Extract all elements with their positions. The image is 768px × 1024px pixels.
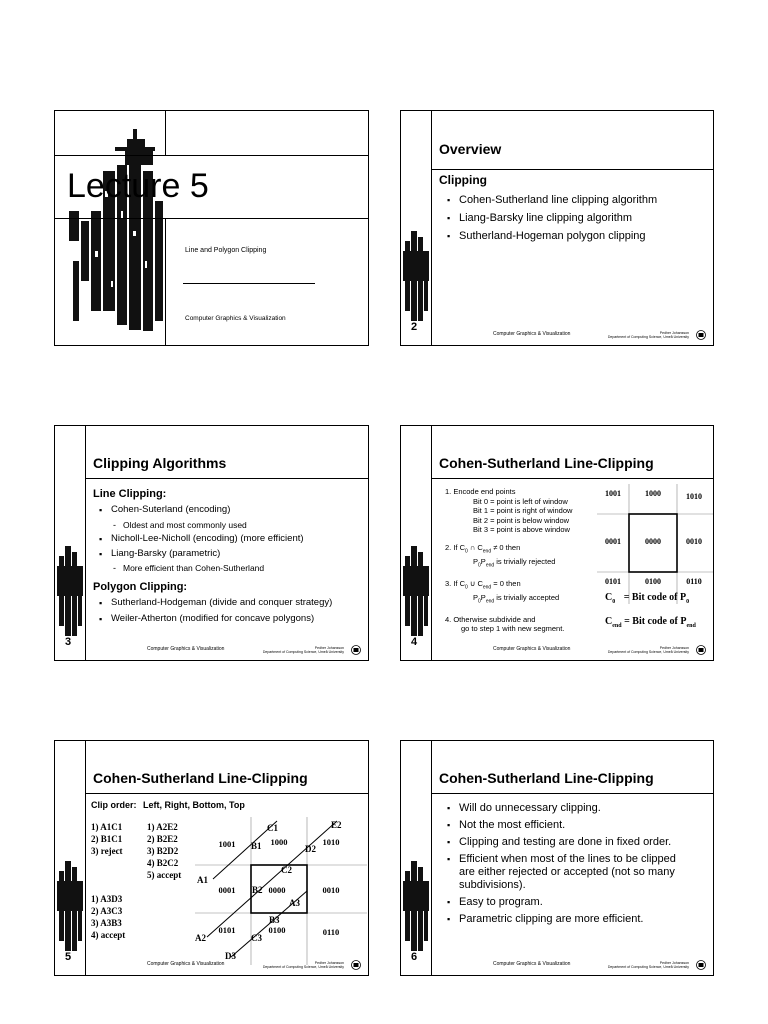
region-code: 0001 — [218, 885, 236, 895]
lecture-subtitle: Line and Polygon Clipping — [185, 247, 267, 254]
slide-3 — [54, 425, 369, 661]
list-item: ▪ Nicholl-Lee-Nicholl (encoding) (more efficient) — [99, 532, 304, 547]
slide-number: 3 — [65, 636, 72, 648]
list-item: ▪ Sutherland-Hogeman polygon clipping — [447, 227, 657, 245]
line-clipping-list — [99, 503, 304, 576]
step: 3) B2D2 — [147, 846, 179, 856]
step: 1) A2E2 — [147, 822, 178, 832]
list-item: ▪ Sutherland-Hodgeman (divide and conquer strategy) — [99, 597, 339, 610]
code-0110: 0110 — [686, 577, 702, 586]
point-label: E2 — [331, 820, 342, 830]
steps-col-1 — [91, 821, 123, 857]
step: 3) reject — [91, 846, 123, 856]
slide-title: Cohen-Sutherland Line-Clipping — [439, 455, 654, 471]
bit-0: Bit 0 = point is left of window — [473, 496, 568, 506]
list-item: ▪ Clipping and testing are done in fixed order. — [447, 836, 677, 849]
code-0001: 0001 — [605, 537, 621, 546]
step-3: 3. If $C_0$ ∪ $C_{end} = 0$ then — [445, 578, 521, 590]
tree-illustration — [55, 111, 167, 346]
code-1001: 1001 — [605, 489, 621, 498]
author-info: Pedher Johansson Department of Computing Science, Umeå University — [607, 331, 689, 339]
code-1010: 1010 — [686, 492, 702, 501]
university-logo — [695, 330, 707, 340]
point-label: B2 — [252, 885, 263, 895]
list-subitem: - More efficient than Cohen-Sutherland — [99, 561, 304, 576]
slide-number: 4 — [411, 636, 418, 648]
steps: 1. Encode end points Bit 0 = point is left of window Bit 1 = point is right of window Bit 2 = point is below window Bit 3 = point is above window 2. If $C_0$ ∩ $C_{end} \ne 0$ then $P_0P_{end}$ is trivially rejected 3. If $C_0$ ∪ $C_{end} = 0$ then $P_0P_{end}$ is trivially accepted 4. Otherwise subdivide and go to step 1 with new segment. — [445, 487, 573, 633]
tree-icon — [55, 861, 85, 961]
overview-list — [447, 191, 657, 245]
footer-text: Computer Graphics & Visualization — [147, 961, 225, 967]
clipping-diagram — [195, 817, 367, 965]
step: 2) B2E2 — [147, 834, 178, 844]
code-1000: 1000 — [645, 489, 661, 498]
steps-col-3 — [91, 893, 125, 941]
point-label: D2 — [305, 844, 316, 854]
polygon-clipping-heading: Polygon Clipping: — [93, 581, 188, 593]
region-code: 1010 — [322, 837, 340, 847]
clip-order: Clip order: Left, Right, Bottom, Top — [91, 800, 245, 810]
point-label: A3 — [289, 898, 300, 908]
region-code: 0110 — [322, 927, 340, 937]
footer-text: Computer Graphics & Visualization — [493, 961, 571, 967]
code-0000: 0000 — [645, 537, 661, 546]
list-item: ▪ Not the most efficient. — [447, 819, 677, 832]
region-code: 1000 — [270, 837, 288, 847]
step-1: 1. Encode end points — [445, 487, 516, 496]
slide-title: Cohen-Sutherland Line-Clipping — [93, 770, 308, 786]
point-label: B1 — [251, 841, 262, 851]
list-item: ▪ Parametric clipping are more efficient. — [447, 913, 677, 926]
cend-definition: $C_{end}$ = Bit code of $P_{end}$ — [605, 616, 696, 629]
slide-number: 6 — [411, 951, 418, 963]
slide-title: Overview — [439, 141, 502, 157]
list-item: ▪ Cohen-Sutherland line clipping algorithm — [447, 191, 657, 209]
bit-1: Bit 1 = point is right of window — [473, 506, 573, 515]
code-0101: 0101 — [605, 577, 621, 586]
code-0100: 0100 — [645, 577, 661, 586]
slide-1 — [54, 110, 369, 346]
point-label: C2 — [281, 865, 292, 875]
slide-4 — [400, 425, 714, 661]
footer-text: Computer Graphics & Visualization — [493, 331, 571, 337]
polygon-clipping-list — [99, 597, 339, 625]
author-info: Pedher Johansson Department of Computing Science, Umeå University — [607, 961, 689, 969]
list-item: ▪ Will do unnecessary clipping. — [447, 802, 677, 815]
point-label: A2 — [195, 933, 206, 943]
point-label: A1 — [197, 875, 208, 885]
slide-2 — [400, 110, 714, 346]
step: 3) A3B3 — [91, 918, 122, 928]
bit-3: Bit 3 = point is above window — [473, 525, 570, 534]
lecture-title: Lecture 5 — [67, 167, 209, 205]
step: 4) accept — [91, 930, 126, 940]
slide-number: 2 — [411, 321, 418, 333]
university-logo — [695, 645, 707, 655]
author-info: Pedher Johansson Department of Computing Science, Umeå University — [262, 646, 344, 654]
point-label: B3 — [269, 915, 280, 925]
region-code: 0010 — [322, 885, 340, 895]
list-item: ▪ Efficient when most of the lines to be clipped are either rejected or accepted (not so many subdivisions). — [447, 853, 677, 892]
course-name: Computer Graphics & Visualization — [185, 315, 286, 322]
slide-6 — [400, 740, 714, 976]
list-item: ▪ Cohen-Suterland (encoding) — [99, 503, 304, 518]
list-item: ▪ Easy to program. — [447, 896, 677, 909]
step-2: 2. If $C_0$ ∩ $C_{end} \ne 0$ then — [445, 542, 521, 554]
slide-title: Cohen-Sutherland Line-Clipping — [439, 770, 654, 786]
slide-5 — [54, 740, 369, 976]
tree-icon — [55, 546, 85, 646]
author-info: Pedher Johansson Department of Computing Science, Umeå University — [607, 646, 689, 654]
step: 1) A1C1 — [91, 822, 123, 832]
university-logo — [350, 645, 362, 655]
footer-text: Computer Graphics & Visualization — [493, 646, 571, 652]
tree-icon — [401, 546, 431, 646]
slide-title: Clipping Algorithms — [93, 455, 227, 471]
divider — [183, 283, 315, 284]
university-logo — [350, 960, 362, 970]
step: 5) accept — [147, 870, 182, 880]
point-label: D3 — [225, 951, 236, 961]
step: 1) A3D3 — [91, 894, 123, 904]
region-code: 0101 — [218, 925, 236, 935]
steps-col-2 — [147, 821, 181, 881]
tree-icon — [401, 861, 431, 961]
step-4: 4. Otherwise subdivide and — [445, 614, 536, 624]
code-0010: 0010 — [686, 537, 702, 546]
point-label: C1 — [267, 823, 278, 833]
point-label: C3 — [251, 933, 262, 943]
region-code: 0000 — [268, 885, 286, 895]
step: 4) B2C2 — [147, 858, 179, 868]
list-subitem: - Oldest and most commonly used — [99, 518, 304, 533]
tree-icon — [401, 231, 431, 331]
region-code: 1001 — [218, 839, 236, 849]
region-code: 0100 — [268, 925, 286, 935]
university-logo — [695, 960, 707, 970]
slide-number: 5 — [65, 951, 72, 963]
bit-2: Bit 2 = point is below window — [473, 515, 570, 525]
properties-list — [447, 802, 677, 926]
section-heading: Clipping — [439, 173, 487, 187]
step: 2) A3C3 — [91, 906, 123, 916]
author-info: Pedher Johansson Department of Computing Science, Umeå University — [262, 961, 344, 969]
line-clipping-heading: Line Clipping: — [93, 488, 167, 500]
list-item: ▪ Liang-Barsky (parametric) — [99, 547, 304, 562]
list-item: ▪ Liang-Barsky line clipping algorithm — [447, 209, 657, 227]
footer-text: Computer Graphics & Visualization — [147, 646, 225, 652]
c0-definition: $C_0$ = Bit code of $P_0$ — [605, 592, 690, 605]
step: 2) B1C1 — [91, 834, 123, 844]
region-code-grid — [597, 484, 713, 604]
list-item: ▪ Weiler-Atherton (modified for concave polygons) — [99, 613, 339, 626]
